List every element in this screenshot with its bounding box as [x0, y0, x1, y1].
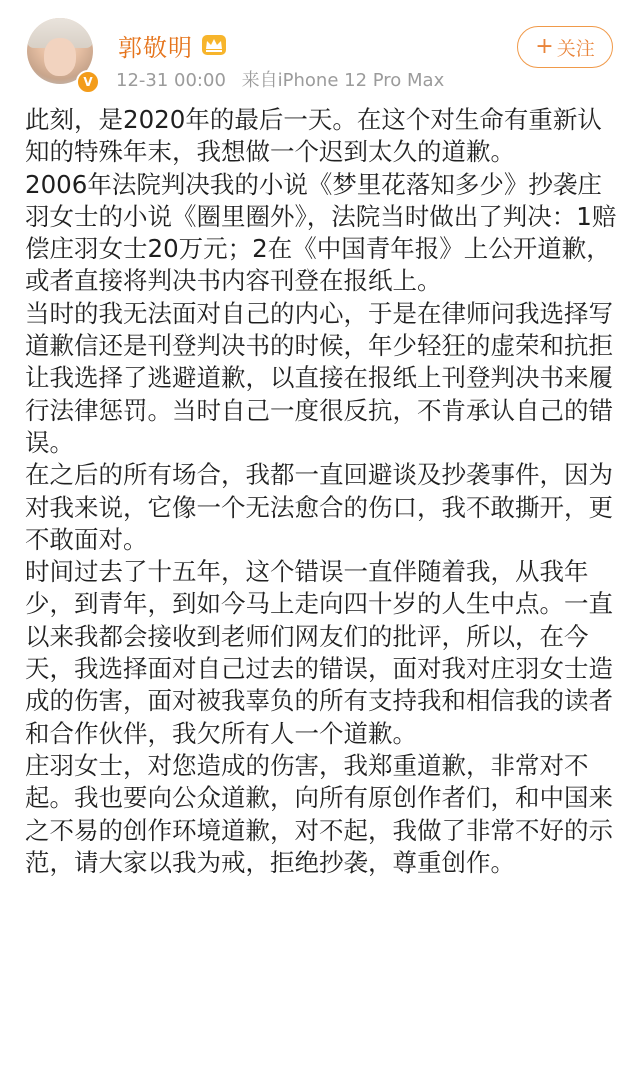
post-paragraph: 此刻，是2020年的最后一天。在这个对生命有重新认知的特殊年末，我想做一个迟到太久的道歉。: [25, 105, 602, 167]
post-paragraph: 在之后的所有场合，我都一直回避谈及抄袭事件，因为对我来说，它像一个无法愈合的伤口，我不敢撕开，更不敢面对。: [25, 460, 613, 554]
plus-icon: +: [535, 34, 554, 59]
author-name-row: [118, 28, 227, 62]
crown-icon[interactable]: [201, 34, 227, 56]
follow-label: 关注: [556, 37, 595, 60]
post-time: 12-31 00:00: [116, 70, 226, 91]
author-name[interactable]: 郭敬明: [118, 33, 193, 62]
post-paragraph: 时间过去了十五年，这个错误一直伴随着我，从我年少，到青年，到如今马上走向四十岁的人生中点。一直以来我都会接收到老师们网友们的批评，所以，在今天，我选择面对自己过去的错误，面对我对庄羽女士造成的伤害，面对被我辜负的所有支持我和相信我的读者和合作伙伴，我欠所有人一个道歉。: [25, 557, 613, 748]
post-paragraph: 当时的我无法面对自己的内心，于是在律师问我选择写道歉信还是刊登判决书的时候，年少轻狂的虚荣和抗拒让我选择了逃避道歉，以直接在报纸上刊登判决书来履行法律惩罚。当时自己一度很反抗，不肯承认自己的错误。: [25, 298, 613, 457]
post-paragraph: 2006年法院判决我的小说《梦里花落知多少》抄袭庄羽女士的小说《圈里圈外》，法院当时做出了判决：1赔偿庄羽女士20万元；2在《中国青年报》上公开道歉，或者直接将判决书内容刊登在报纸上。: [25, 169, 617, 296]
avatar-face: [44, 38, 76, 76]
vip-badge-icon: V: [76, 70, 100, 94]
post-paragraph: 庄羽女士，对您造成的伤害，我郑重道歉，非常对不起。我也要向公众道歉，向所有原创作者们，和中国来之不易的创作环境道歉，对不起，我做了非常不好的示范，请大家以我为戒，拒绝抄袭，尊重创作。: [25, 750, 613, 877]
post-header: [0, 0, 640, 100]
post-body: [25, 104, 625, 879]
post-source: 来自iPhone 12 Pro Max: [241, 70, 445, 91]
post-meta: [116, 66, 444, 92]
follow-button[interactable]: [517, 26, 613, 68]
